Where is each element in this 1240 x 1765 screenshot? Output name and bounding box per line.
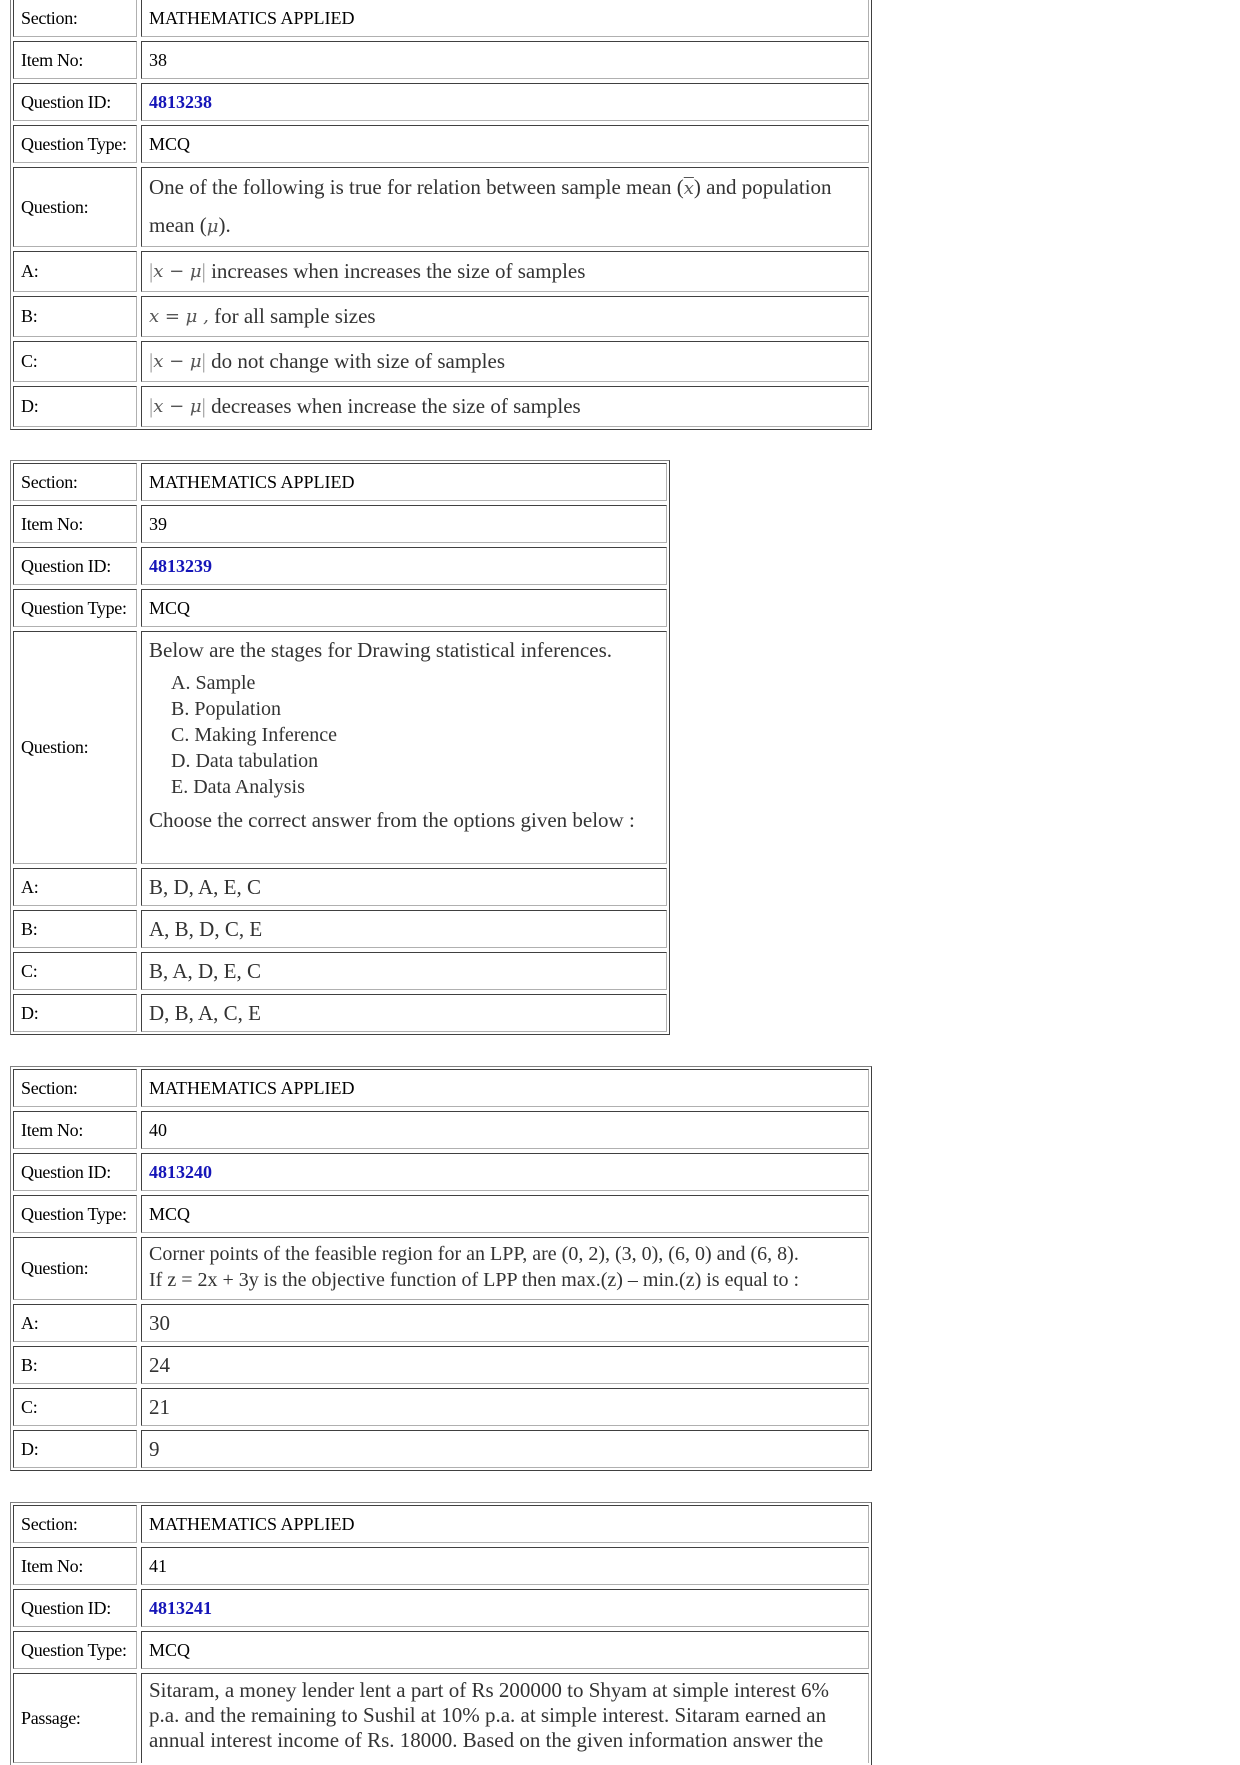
option-a-value[interactable]: B, D, A, E, C: [141, 868, 667, 906]
population-mean-symbol: μ: [206, 216, 219, 237]
question-id-link[interactable]: 4813240: [149, 1161, 212, 1182]
question-text: [141, 631, 667, 864]
option-a-label: A:: [13, 251, 137, 292]
question-type-value: MCQ: [141, 125, 869, 163]
question-label: Question:: [13, 631, 137, 864]
item-no-label: Item No:: [13, 41, 137, 79]
question-type-value: MCQ: [141, 1195, 869, 1233]
question-id-link[interactable]: 4813239: [149, 555, 212, 576]
question-type-row: [13, 589, 667, 627]
section-row: [13, 1505, 869, 1543]
question-id-row: [13, 1589, 869, 1627]
item-no-label: Item No:: [13, 1111, 137, 1149]
option-c-label: C:: [13, 1388, 137, 1426]
option-b-value[interactable]: A, B, D, C, E: [141, 910, 667, 948]
question-table-41: [10, 1502, 872, 1765]
passage-row: [13, 1673, 869, 1763]
stage-item: C. Making Inference: [171, 724, 338, 746]
question-id-value: [141, 83, 869, 121]
question-type-value: MCQ: [141, 1631, 869, 1669]
item-no-row: [13, 1111, 869, 1149]
stage-item: B. Population: [171, 698, 282, 720]
option-b-row: [13, 910, 667, 948]
section-label: Section:: [13, 1505, 137, 1543]
section-label: Section:: [13, 0, 137, 37]
item-no-label: Item No:: [13, 1547, 137, 1585]
option-a-row: [13, 868, 667, 906]
option-c-value[interactable]: B, A, D, E, C: [141, 952, 667, 990]
sample-mean-symbol: $\overline{x}$: [683, 178, 694, 199]
option-d-value[interactable]: 9: [141, 1430, 869, 1468]
question-line-1: Corner points of the feasible region for an LPP, are (0, 2), (3, 0), (6, 0) and (6, 8).: [149, 1243, 799, 1265]
option-b-row: [13, 296, 869, 337]
question-intro: Below are the stages for Drawing statistical inferences.: [149, 638, 612, 662]
option-c-label: C:: [13, 341, 137, 382]
question-type-label: Question Type:: [13, 1631, 137, 1669]
option-b-value[interactable]: [141, 296, 869, 337]
option-a-value[interactable]: | x − μ | increases when increases the size of samples: [141, 251, 869, 292]
question-label: Question:: [13, 167, 137, 247]
option-a-label: A:: [13, 1304, 137, 1342]
stage-list: [171, 670, 660, 800]
question-row: [13, 631, 667, 864]
question-id-row: [13, 83, 869, 121]
section-row: [13, 0, 869, 37]
option-a-formula: x − μ: [153, 261, 202, 282]
question-table-38: [10, 0, 872, 430]
option-b-formula: x = μ ,: [149, 306, 209, 327]
question-id-row: [13, 1153, 869, 1191]
question-text-pre: One of the following is true for relation between sample mean: [149, 175, 672, 199]
question-type-row: [13, 1631, 869, 1669]
stage-item: E. Data Analysis: [171, 776, 305, 798]
question-table-39: [10, 460, 670, 1035]
section-value: MATHEMATICS APPLIED: [141, 1505, 869, 1543]
stage-item: D. Data tabulation: [171, 750, 319, 772]
option-d-row: [13, 994, 667, 1032]
question-id-value: [141, 1589, 869, 1627]
option-b-row: [13, 1346, 869, 1384]
question-type-label: Question Type:: [13, 1195, 137, 1233]
question-outro: Choose the correct answer from the options given below :: [149, 808, 635, 832]
item-no-label: Item No:: [13, 505, 137, 543]
question-type-row: [13, 1195, 869, 1233]
item-no-value: 41: [141, 1547, 869, 1585]
question-text: [141, 1237, 869, 1300]
section-value: MATHEMATICS APPLIED: [141, 463, 667, 501]
option-d-text: decreases when increase the size of samples: [211, 394, 581, 418]
option-d-label: D:: [13, 994, 137, 1032]
option-b-label: B:: [13, 1346, 137, 1384]
section-row: [13, 1069, 869, 1107]
option-c-row: [13, 952, 667, 990]
question-id-label: Question ID:: [13, 547, 137, 585]
option-d-label: D:: [13, 1430, 137, 1468]
option-c-value[interactable]: 21: [141, 1388, 869, 1426]
option-d-value[interactable]: | x − μ | decreases when increase the size of samples: [141, 386, 869, 427]
question-id-label: Question ID:: [13, 83, 137, 121]
question-label: Question:: [13, 1237, 137, 1300]
stage-item: A. Sample: [171, 672, 256, 694]
option-b-text: for all sample sizes: [214, 304, 376, 328]
section-value: MATHEMATICS APPLIED: [141, 0, 869, 37]
question-id-link[interactable]: 4813238: [149, 91, 212, 112]
question-id-label: Question ID:: [13, 1153, 137, 1191]
item-no-row: [13, 41, 869, 79]
question-row: [13, 167, 869, 247]
item-no-row: [13, 505, 667, 543]
option-a-value[interactable]: 30: [141, 1304, 869, 1342]
option-a-row: [13, 1304, 869, 1342]
option-c-value[interactable]: | x − μ | do not change with size of samples: [141, 341, 869, 382]
question-type-row: [13, 125, 869, 163]
question-id-label: Question ID:: [13, 1589, 137, 1627]
option-b-value[interactable]: 24: [141, 1346, 869, 1384]
section-row: [13, 463, 667, 501]
section-label: Section:: [13, 463, 137, 501]
option-c-label: C:: [13, 952, 137, 990]
passage-text: [141, 1673, 869, 1763]
question-type-label: Question Type:: [13, 125, 137, 163]
option-d-row: [13, 386, 869, 427]
option-c-row: [13, 1388, 869, 1426]
option-d-row: [13, 1430, 869, 1468]
question-text-mid: and population mean: [149, 175, 832, 237]
passage-label: Passage:: [13, 1673, 137, 1763]
question-id-row: [13, 547, 667, 585]
item-no-value: 38: [141, 41, 869, 79]
option-d-formula: x − μ: [153, 396, 202, 417]
question-row: [13, 1237, 869, 1300]
question-table-40: [10, 1066, 872, 1471]
section-label: Section:: [13, 1069, 137, 1107]
passage-body: Sitaram, a money lender lent a part of Rs 200000 to Shyam at simple interest 6% p.a. and the remaining to Sushil at 10% p.a. at simple interest. Sitaram earned an annual interest income of Rs. 18000. Based on the given information answer the: [149, 1678, 830, 1752]
question-id-value: [141, 1153, 869, 1191]
option-c-text: do not change with size of samples: [211, 349, 505, 373]
option-a-label: A:: [13, 868, 137, 906]
option-d-value[interactable]: D, B, A, C, E: [141, 994, 667, 1032]
option-a-row: [13, 251, 869, 292]
question-text: One of the following is true for relation between sample mean $(\overline{x})$ and population mean (μ).: [141, 167, 869, 247]
option-c-row: [13, 341, 869, 382]
item-no-row: [13, 1547, 869, 1585]
item-no-value: 39: [141, 505, 667, 543]
option-d-label: D:: [13, 386, 137, 427]
item-no-value: 40: [141, 1111, 869, 1149]
question-type-value: MCQ: [141, 589, 667, 627]
option-b-label: B:: [13, 910, 137, 948]
question-text-end: .: [225, 213, 231, 237]
option-c-formula: x − μ: [153, 351, 202, 372]
question-id-link[interactable]: 4813241: [149, 1597, 212, 1618]
question-type-label: Question Type:: [13, 589, 137, 627]
option-a-text: increases when increases the size of samples: [211, 259, 586, 283]
option-b-label: B:: [13, 296, 137, 337]
question-line-2: If z = 2x + 3y is the objective function of LPP then max.(z) – min.(z) is equal to :: [149, 1269, 799, 1291]
question-id-value: [141, 547, 667, 585]
section-value: MATHEMATICS APPLIED: [141, 1069, 869, 1107]
